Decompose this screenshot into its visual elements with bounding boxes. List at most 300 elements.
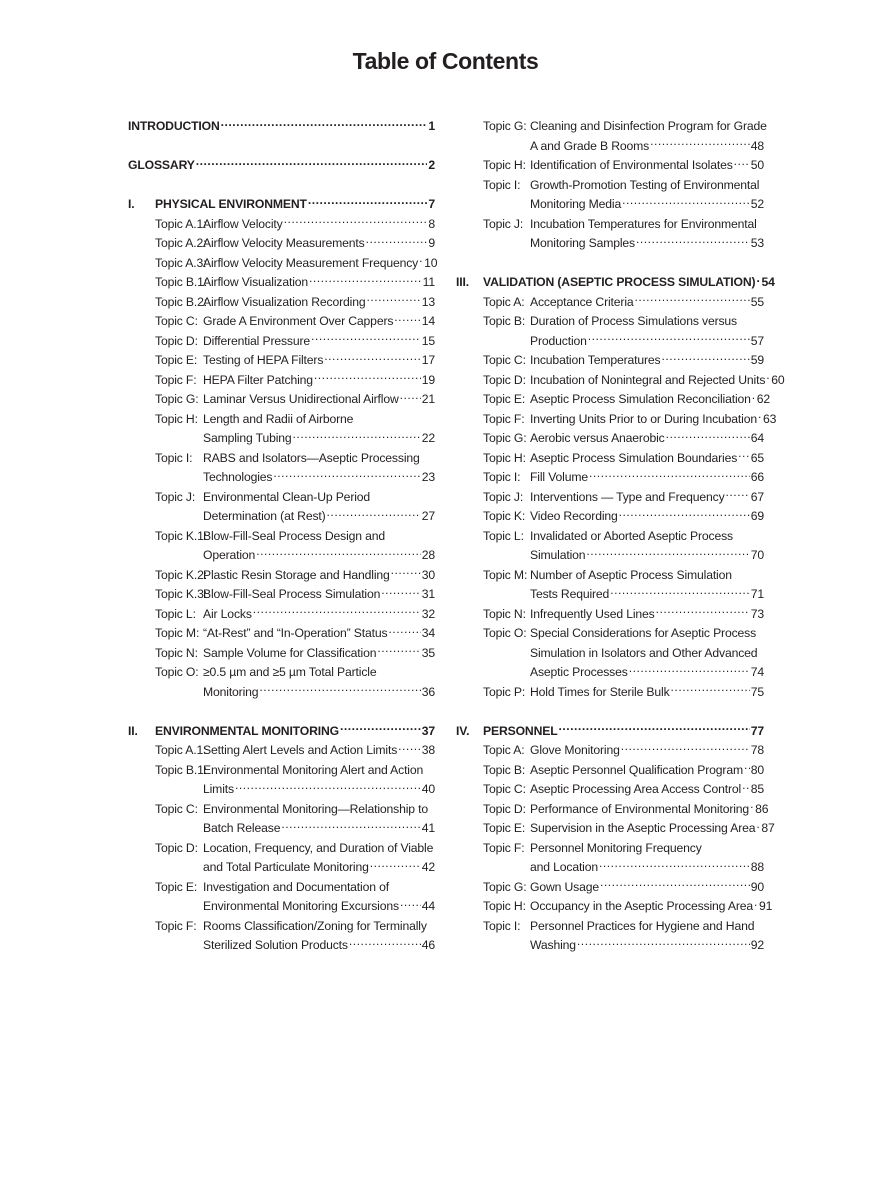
topic-code: Topic A:: [483, 294, 525, 309]
topic-title: Incubation Temperatures: [530, 353, 661, 367]
topic-code: Topic N:: [483, 606, 526, 621]
topic-code: Topic K.3:: [155, 587, 208, 601]
topic-code: Topic I:: [483, 177, 521, 192]
page-number: 30: [421, 567, 435, 582]
toc-topic-entry[interactable]: [456, 429, 764, 449]
page-number: 31: [421, 587, 435, 601]
topic-title: Setting Alert Levels and Action Limits: [203, 743, 398, 757]
section-title: ENVIRONMENTAL MONITORING: [155, 723, 339, 738]
page-number: 11: [422, 275, 435, 289]
page-number: 65: [750, 450, 764, 465]
page-number: 34: [421, 626, 435, 640]
dot-leader: [622, 195, 750, 208]
page-number: 27: [421, 509, 435, 523]
topic-title: Aerobic versus Anaerobic: [530, 431, 665, 445]
toc-topic-entry[interactable]: [128, 351, 435, 371]
toc-topic-entry[interactable]: [128, 390, 435, 410]
toc-topic-entry[interactable]: [456, 761, 764, 781]
topic-code: Topic C:: [483, 782, 526, 796]
topic-code: Topic D:: [155, 333, 198, 348]
topic-title: Rooms Classification/Zoning for Terminally: [203, 918, 427, 933]
dot-leader: [766, 371, 770, 384]
dot-leader: [309, 273, 422, 286]
section-title: PHYSICAL ENVIRONMENT: [155, 197, 307, 211]
toc-topic-continuation: [128, 507, 435, 527]
dot-leader: [196, 156, 428, 169]
topic-code: Topic I:: [483, 470, 521, 484]
toc-topic-entry[interactable]: [128, 644, 435, 664]
toc-topic-entry[interactable]: [456, 410, 777, 430]
page-number: 92: [750, 938, 764, 952]
page-number: 37: [421, 723, 435, 738]
page-number: 40: [421, 782, 435, 796]
topic-title-continued: Sampling Tubing: [203, 431, 292, 445]
dot-leader: [758, 410, 762, 423]
dot-leader: [221, 117, 428, 130]
dot-leader: [589, 468, 750, 481]
toc-topic-entry[interactable]: [456, 176, 764, 196]
toc-topic-entry[interactable]: [456, 624, 764, 644]
dot-leader: [666, 429, 750, 442]
page-number: 9: [428, 236, 435, 250]
toc-topic-entry[interactable]: [128, 332, 435, 352]
dot-leader: [308, 195, 428, 208]
page-number: 63: [762, 411, 777, 426]
page-number: 13: [421, 294, 435, 309]
topic-title: Aseptic Process Simulation Reconciliation: [530, 392, 751, 406]
dot-leader: [327, 507, 421, 520]
page-number: 70: [750, 548, 764, 562]
topic-title: Incubation Temperatures for Environmental: [530, 216, 757, 231]
topic-title: Airflow Visualization: [203, 275, 309, 289]
topic-code: Topic H:: [155, 411, 198, 426]
toc-section-entry[interactable]: [456, 722, 764, 742]
toc-topic-entry[interactable]: [456, 468, 764, 488]
topic-code: Topic G:: [483, 119, 527, 133]
dot-leader: [621, 741, 750, 754]
page-number: 23: [421, 470, 435, 484]
toc-topic-entry[interactable]: [128, 800, 435, 820]
page-number: 78: [750, 743, 764, 757]
section-title: PERSONNEL: [483, 723, 558, 738]
topic-title: Identification of Environmental Isolates: [530, 158, 733, 172]
topic-title: Glove Monitoring: [530, 743, 620, 757]
toc-topic-entry[interactable]: [128, 527, 435, 547]
topic-title: Duration of Process Simulations versus: [530, 314, 737, 328]
topic-code: Topic B.2:: [155, 294, 208, 309]
toc-section-entry[interactable]: [128, 195, 435, 215]
toc-topic-entry[interactable]: [456, 351, 764, 371]
topic-title-continued: Technologies: [203, 470, 273, 484]
topic-code: Topic B.1:: [155, 762, 208, 777]
topic-title-continued: Simulation: [530, 548, 586, 562]
topic-title: Laminar Versus Unidirectional Airflow: [203, 392, 399, 406]
topic-code: Topic K.1:: [155, 528, 208, 543]
toc-section-entry[interactable]: [456, 273, 775, 293]
toc-section-entry[interactable]: [128, 722, 435, 742]
page-number: 85: [750, 782, 764, 796]
page-number: 53: [750, 236, 764, 250]
topic-code: Topic G:: [155, 392, 199, 406]
toc-topic-entry[interactable]: [128, 312, 435, 332]
section-title: GLOSSARY: [128, 158, 195, 172]
dot-leader: [650, 137, 750, 150]
dot-leader: [391, 566, 421, 579]
topic-title: Aseptic Personnel Qualification Program: [530, 762, 743, 777]
topic-title: Environmental Clean-Up Period: [203, 489, 371, 504]
topic-code: Topic J:: [155, 489, 196, 504]
toc-topic-entry[interactable]: [128, 449, 435, 469]
dot-leader: [559, 722, 750, 735]
section-number: I.: [128, 197, 135, 211]
topic-title: Investigation and Documentation of: [203, 879, 389, 894]
toc-topic-entry[interactable]: [456, 819, 775, 839]
page-number: 62: [756, 392, 771, 406]
page-number: 80: [750, 762, 764, 777]
topic-title: Airflow Velocity Measurements: [203, 236, 365, 250]
toc-topic-entry[interactable]: [456, 156, 764, 176]
topic-title: Air Locks: [203, 606, 252, 621]
topic-title: Interventions — Type and Frequency: [530, 489, 725, 504]
topic-title: Location, Frequency, and Duration of Viable: [203, 840, 434, 855]
topic-code: Topic A.1:: [155, 216, 207, 231]
toc-topic-entry[interactable]: [128, 566, 435, 586]
toc-topic-entry[interactable]: [456, 800, 769, 820]
toc-topic-entry[interactable]: [456, 897, 773, 917]
toc-topic-entry[interactable]: [456, 371, 785, 391]
dot-leader: [419, 254, 423, 267]
page-number: 10: [424, 255, 438, 270]
toc-topic-entry[interactable]: [128, 839, 435, 859]
topic-title: Invalidated or Aborted Aseptic Process: [530, 528, 733, 543]
page-number: 69: [750, 509, 764, 523]
toc-topic-entry[interactable]: [456, 527, 764, 547]
page-number: 71: [750, 587, 764, 601]
topic-title: Supervision in the Aseptic Processing Area: [530, 821, 756, 835]
topic-title: Occupancy in the Aseptic Processing Area: [530, 899, 753, 913]
toc-topic-entry[interactable]: [456, 566, 764, 586]
topic-code: Topic D:: [483, 801, 526, 816]
dot-leader: [388, 624, 420, 637]
dot-leader: [734, 156, 750, 169]
dot-leader: [314, 371, 421, 384]
page-number: 22: [421, 431, 435, 445]
page-number: 90: [750, 879, 764, 894]
dot-leader: [377, 644, 420, 657]
topic-code: Topic H:: [483, 158, 526, 172]
topic-code: Topic C:: [155, 801, 198, 816]
dot-leader: [619, 507, 750, 520]
topic-title-continued: Monitoring Media: [530, 197, 622, 211]
topic-title: Acceptance Criteria: [530, 294, 634, 309]
toc-topic-continuation: [128, 468, 435, 488]
topic-code: Topic D:: [155, 840, 198, 855]
toc-topic-continuation: [128, 780, 435, 800]
page-number: 8: [428, 216, 435, 231]
toc-topic-entry[interactable]: [128, 215, 435, 235]
toc-topic-entry[interactable]: [128, 254, 438, 274]
dot-leader: [750, 800, 754, 813]
dot-leader: [742, 780, 750, 793]
dot-leader: [366, 234, 428, 247]
topic-title: Personnel Practices for Hygiene and Hand: [530, 918, 755, 933]
dot-leader: [756, 273, 760, 286]
topic-title: Video Recording: [530, 509, 618, 523]
topic-code: Topic G:: [483, 431, 527, 445]
topic-title: Sample Volume for Classification: [203, 645, 377, 660]
topic-title: Growth-Promotion Testing of Environmental: [530, 177, 760, 192]
toc-topic-continuation: [456, 195, 764, 215]
topic-code: Topic E:: [155, 879, 198, 894]
dot-leader: [588, 332, 750, 345]
dot-leader: [370, 858, 421, 871]
topic-title: Length and Radii of Airborne: [203, 411, 354, 426]
topic-code: Topic A.2:: [155, 236, 207, 250]
page-number: 54: [761, 275, 775, 289]
toc-right-column: [456, 117, 785, 956]
topic-code: Topic P:: [483, 684, 526, 699]
topic-title-continued: Monitoring Samples: [530, 236, 636, 250]
topic-code: Topic C:: [155, 314, 198, 328]
toc-topic-entry[interactable]: [456, 488, 764, 508]
topic-title-continued: Sterilized Solution Products: [203, 938, 348, 952]
topic-title: Cleaning and Disinfection Program for Grade: [530, 119, 767, 133]
topic-code: Topic F:: [483, 840, 525, 855]
toc-topic-continuation: [456, 585, 764, 605]
topic-code: Topic I:: [483, 918, 521, 933]
toc-topic-continuation: [128, 936, 435, 956]
topic-title: HEPA Filter Patching: [203, 372, 313, 387]
page-number: 88: [750, 860, 764, 874]
section-number: IV.: [456, 723, 470, 738]
topic-title: Blow-Fill-Seal Process Design and: [203, 528, 385, 543]
page-title: Table of Contents: [352, 48, 539, 74]
topic-title: Airflow Velocity Measurement Frequency: [203, 255, 419, 270]
dot-leader: [340, 722, 421, 735]
topic-title-continued: Limits: [203, 782, 234, 796]
page-number: 87: [761, 821, 775, 835]
section-title: INTRODUCTION: [128, 119, 220, 133]
topic-title-continued: Monitoring: [203, 684, 259, 699]
toc-topic-continuation: [456, 546, 764, 566]
page-number: 7: [428, 197, 435, 211]
dot-leader: [259, 683, 420, 696]
page-number: 2: [428, 158, 435, 172]
page-number: 77: [750, 723, 764, 738]
topic-code: Topic H:: [483, 450, 526, 465]
toc-topic-entry[interactable]: [456, 839, 764, 859]
page-number: 57: [750, 333, 764, 348]
topic-title-continued: Operation: [203, 548, 256, 562]
toc-topic-entry[interactable]: [128, 663, 435, 683]
dot-leader: [273, 468, 420, 481]
dot-leader: [671, 683, 750, 696]
toc-topic-entry[interactable]: [456, 117, 767, 137]
topic-code: Topic F:: [155, 918, 197, 933]
dot-leader: [400, 897, 421, 910]
toc-topic-entry[interactable]: [456, 741, 764, 761]
topic-code: Topic G:: [483, 879, 527, 894]
page-number: 59: [750, 353, 764, 367]
topic-title: Testing of HEPA Filters: [203, 353, 324, 367]
page-number: 19: [421, 372, 435, 387]
dot-leader: [253, 605, 421, 618]
page-number: 32: [421, 606, 435, 621]
topic-title: Special Considerations for Aseptic Process: [530, 626, 757, 640]
toc-left-column: [128, 117, 438, 956]
topic-code: Topic I:: [155, 450, 193, 465]
topic-title: Personnel Monitoring Frequency: [530, 840, 702, 855]
toc-topic-continuation: [456, 644, 764, 664]
page-number: 38: [421, 743, 435, 757]
toc-topic-entry[interactable]: [128, 488, 435, 508]
page-number: 55: [750, 294, 764, 309]
dot-leader: [324, 351, 420, 364]
topic-code: Topic H:: [483, 899, 526, 913]
dot-leader: [284, 215, 428, 228]
toc-topic-continuation: [128, 819, 435, 839]
page-number: 75: [750, 684, 764, 699]
topic-title-continued: Environmental Monitoring Excursions: [203, 899, 399, 913]
toc-topic-entry[interactable]: [456, 605, 764, 625]
topic-title: Incubation of Nonintegral and Rejected Units: [530, 372, 766, 387]
page-number: 14: [421, 314, 435, 328]
toc-topic-entry[interactable]: [128, 273, 435, 293]
dot-leader: [394, 312, 420, 325]
topic-title: Grade A Environment Over Cappers: [203, 314, 394, 328]
toc-topic-entry[interactable]: [456, 507, 764, 527]
toc-topic-entry[interactable]: [456, 293, 764, 313]
dot-leader: [586, 546, 749, 559]
page-number: 91: [758, 899, 773, 913]
toc-topic-entry[interactable]: [128, 761, 435, 781]
dot-leader: [577, 936, 750, 949]
toc-topic-entry[interactable]: [456, 917, 764, 937]
dot-leader: [752, 390, 756, 403]
toc-topic-entry[interactable]: [128, 585, 435, 605]
toc-topic-entry[interactable]: [456, 390, 771, 410]
topic-code: Topic F:: [155, 372, 197, 387]
page-number: 73: [750, 606, 764, 621]
dot-leader: [661, 351, 749, 364]
toc-topic-entry[interactable]: [128, 234, 435, 254]
dot-leader: [754, 897, 758, 910]
section-title: VALIDATION (ASEPTIC PROCESS SIMULATION): [483, 275, 756, 289]
topic-code: Topic B:: [483, 762, 526, 777]
dot-leader: [656, 605, 750, 618]
toc-topic-entry[interactable]: [456, 878, 764, 898]
page-number: 67: [750, 489, 764, 504]
dot-leader: [744, 761, 750, 774]
topic-title-continued: and Total Particulate Monitoring: [203, 860, 369, 874]
topic-title: Environmental Monitoring Alert and Action: [203, 762, 424, 777]
page-number: 15: [421, 333, 435, 348]
toc-topic-continuation: [128, 683, 435, 703]
toc-topic-entry[interactable]: [128, 410, 435, 430]
toc-topic-continuation: [456, 332, 764, 352]
topic-code: Topic E:: [155, 353, 198, 367]
topic-code: Topic E:: [483, 392, 526, 406]
dot-leader: [756, 819, 760, 832]
topic-code: Topic K:: [483, 509, 526, 523]
toc-topic-continuation: [456, 936, 764, 956]
page-number: 41: [421, 821, 435, 835]
toc-topic-entry[interactable]: [456, 780, 764, 800]
topic-title: RABS and Isolators—Aseptic Processing: [203, 450, 420, 465]
topic-title: Airflow Visualization Recording: [203, 294, 366, 309]
toc-topic-entry[interactable]: [456, 312, 764, 332]
toc-topic-entry[interactable]: [456, 215, 764, 235]
toc-topic-entry[interactable]: [128, 371, 435, 391]
topic-title: Infrequently Used Lines: [530, 606, 655, 621]
topic-title: Aseptic Process Simulation Boundaries: [530, 450, 738, 465]
topic-title-continued: Washing: [530, 938, 576, 952]
dot-leader: [599, 858, 750, 871]
topic-code: Topic A:: [483, 743, 525, 757]
page-number: 74: [750, 665, 764, 679]
topic-code: Topic B.1:: [155, 275, 208, 289]
toc-topic-entry[interactable]: [128, 741, 435, 761]
dot-leader: [381, 585, 420, 598]
page-number: 1: [428, 119, 435, 133]
topic-code: Topic M:: [155, 626, 200, 640]
topic-code: Topic K.2:: [155, 567, 208, 582]
dot-leader: [366, 293, 420, 306]
toc-topic-entry[interactable]: [128, 917, 435, 937]
toc-topic-continuation: [456, 234, 764, 254]
topic-title-continued: Production: [530, 333, 587, 348]
toc-section-entry[interactable]: [128, 117, 435, 137]
section-number: III.: [456, 275, 469, 289]
dot-leader: [726, 488, 750, 501]
toc-topic-entry[interactable]: [128, 293, 435, 313]
toc-topic-entry[interactable]: [128, 878, 435, 898]
topic-code: Topic E:: [483, 821, 526, 835]
toc-topic-entry[interactable]: [128, 624, 435, 644]
topic-title: Aseptic Processing Area Access Control: [530, 782, 742, 796]
page-number: 36: [421, 684, 435, 699]
page-number: 42: [421, 860, 435, 874]
dot-leader: [600, 878, 750, 891]
dot-leader: [311, 332, 421, 345]
toc-section-entry[interactable]: [128, 156, 435, 176]
toc-topic-entry[interactable]: [128, 605, 435, 625]
toc-topic-entry[interactable]: [456, 449, 764, 469]
topic-code: Topic N:: [155, 645, 198, 660]
topic-code: Topic M:: [483, 567, 528, 582]
page-number: 44: [421, 899, 435, 913]
page-number: 48: [750, 138, 764, 153]
topic-title: Inverting Units Prior to or During Incubation: [530, 411, 757, 426]
topic-code: Topic L:: [155, 606, 196, 621]
topic-title-continued: and Location: [530, 860, 598, 874]
topic-title: Number of Aseptic Process Simulation: [530, 567, 732, 582]
dot-leader: [349, 936, 421, 949]
topic-title: ≥0.5 µm and ≥5 µm Total Particle: [203, 665, 377, 679]
topic-title: Blow-Fill-Seal Process Simulation: [203, 587, 381, 601]
topic-code: Topic C:: [483, 353, 526, 367]
page-number: 28: [421, 548, 435, 562]
topic-title-continued: A and Grade B Rooms: [530, 138, 650, 153]
page-number: 35: [421, 645, 435, 660]
toc-topic-continuation: [456, 137, 764, 157]
topic-title-continued: Simulation in Isolators and Other Advanced: [530, 645, 758, 660]
toc-topic-entry[interactable]: [456, 683, 764, 703]
dot-leader: [256, 546, 421, 559]
dot-leader: [293, 429, 421, 442]
topic-title: Hold Times for Sterile Bulk: [530, 684, 670, 699]
dot-leader: [235, 780, 421, 793]
